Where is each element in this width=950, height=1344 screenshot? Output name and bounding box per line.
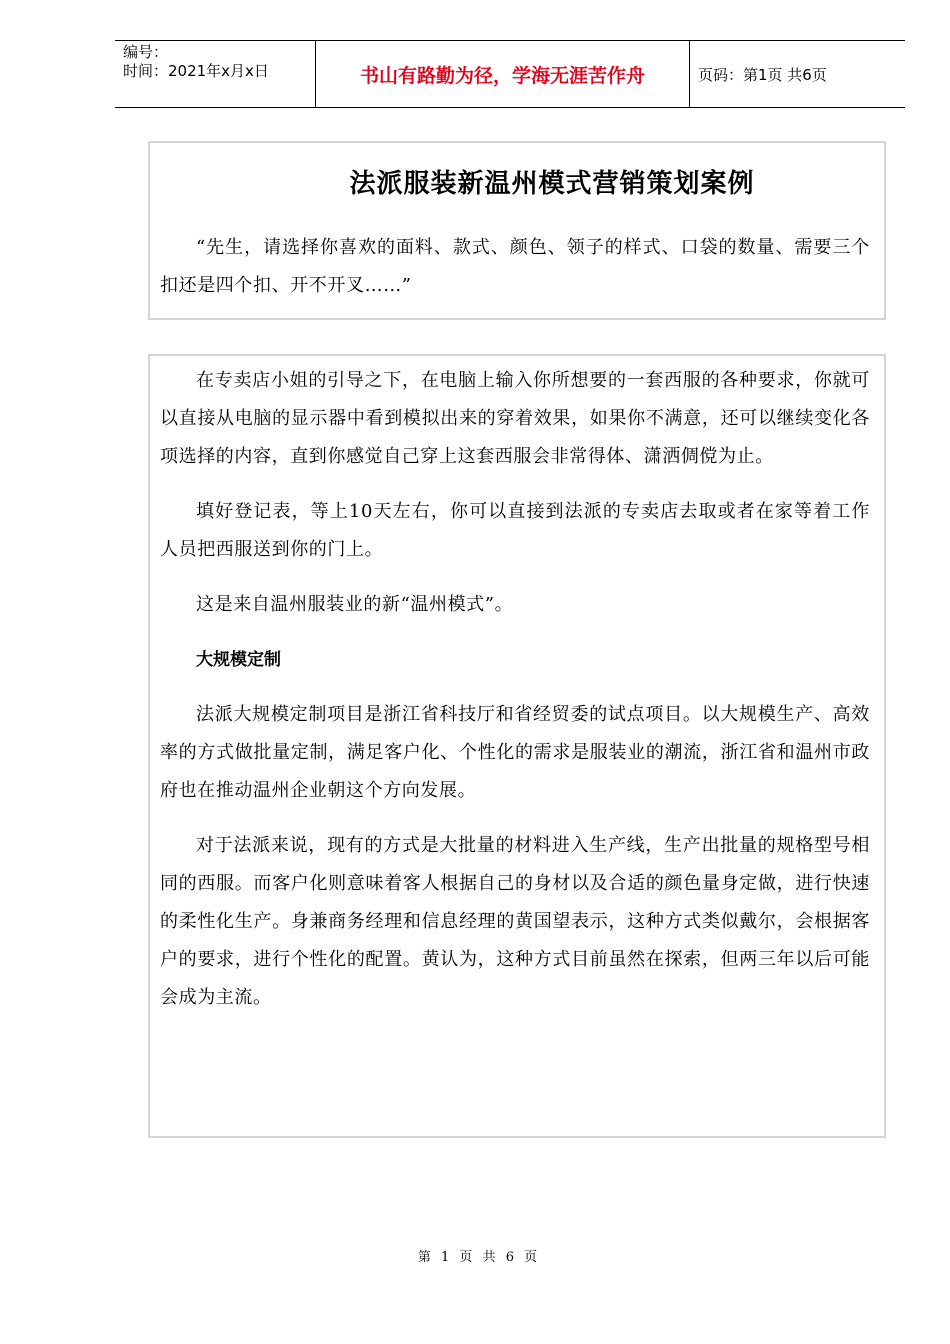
intro-paragraph: “先生，请选择你喜欢的面料、款式、颜色、领子的样式、口袋的数量、需要三个扣还是四个扣、开不开叉……”: [160, 237, 870, 296]
header-slogan-cell: [316, 41, 690, 107]
section-paragraph: 法派大规模定制项目是浙江省科技厅和省经贸委的试点项目。以大规模生产、高效率的方式做批量定制，满足客户化、个性化的需求是服装业的潮流，浙江省和温州市政府也在推动温州企业朝这个方向发展。: [160, 704, 870, 801]
body-box: [148, 354, 886, 1138]
page-label: 页码：第1页 共6页: [698, 65, 827, 84]
body-paragraph: 在专卖店小姐的引导之下，在电脑上输入你所想要的一套西服的各种要求，你就可以直接从电脑的显示器中看到模拟出来的穿着效果，如果你不满意，还可以继续变化各项选择的内容，直到你感觉自己穿上这套西服会非常得体、潇洒倜傥为止。: [160, 370, 870, 467]
number-label: 编号：: [123, 43, 169, 61]
time-label: 时间：2021年x月x日: [123, 62, 269, 80]
body-paragraph: 填好登记表，等上10天左右，你可以直接到法派的专卖店去取或者在家等着工作人员把西服送到你的门上。: [160, 501, 870, 560]
document-title: 法派服装新温州模式营销策划案例: [349, 169, 755, 199]
section-paragraph: 对于法派来说，现有的方式是大批量的材料进入生产线，生产出批量的规格型号相同的西服。而客户化则意味着客人根据自己的身材以及合适的颜色量身定做，进行快速的柔性化生产。身兼商务经理和信息经理的黄国望表示，这种方式类似戴尔，会根据客户的要求，进行个性化的配置。黄认为，这种方式目前虽然在探索，但两三年以后可能会成为主流。: [160, 835, 870, 1008]
section-heading: 大规模定制: [196, 650, 281, 670]
page-header: [115, 40, 905, 108]
title-box: [148, 141, 886, 320]
body-paragraph: 这是来自温州服装业的新“温州模式”。: [196, 594, 514, 615]
slogan-text: 书山有路勤为径，学海无涯苦作舟: [359, 64, 645, 87]
header-meta-cell: [115, 41, 316, 107]
body-content: [160, 362, 870, 1034]
page-footer: 第 1 页 共 6 页: [417, 1250, 541, 1265]
header-page-cell: [690, 41, 905, 107]
